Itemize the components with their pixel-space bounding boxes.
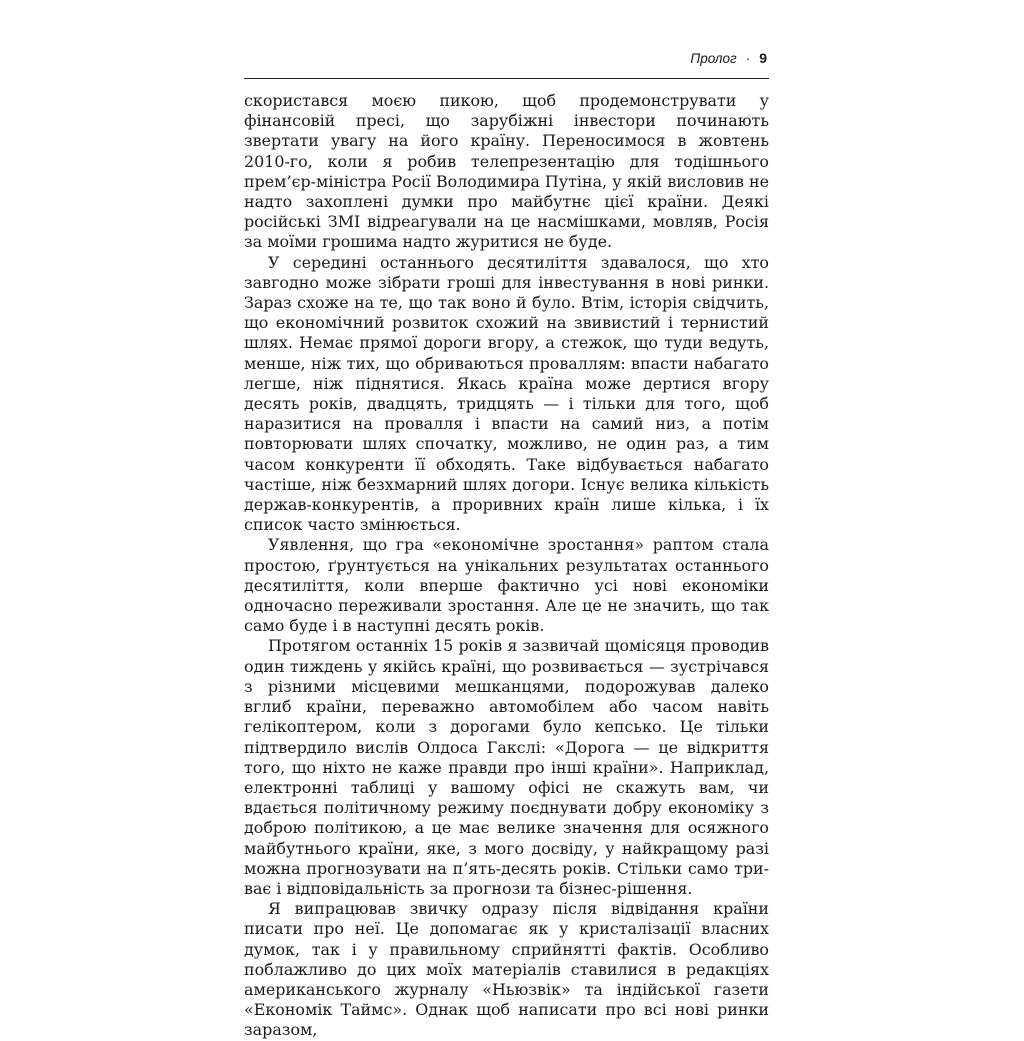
header-rule: [244, 78, 769, 79]
book-page: [244, 50, 769, 1041]
page-number: 9: [759, 50, 767, 66]
paragraph: Протягом останніх 15 років я зазвичай щомісяця проводив один тиждень у якійсь країні, що розвивається — зустрічався з різними місцевими мешканцями, подорожував далеко вглиб країни, переважно автомобілем або часом навіть гелікоптером, коли з дорогами було кепсько. Це тільки підтвердило вислів Олдоса Гакслі: «Дорога — це відкриття того, що ніхто не каже правди про інші країни». Наприклад, електронні таблиці у вашому офісі не скажуть вам, чи вдається політичному режиму поєднувати добру економіку з доброю політикою, а це має велике значення для осяжного майбутнього країни, яке, з мого досвіду, у найкращому разі можна прогнозувати на п’ять-десять років. Стільки само триває і відповідальність за прогнози та бізнес-рішення.: [244, 636, 769, 898]
paragraph: У середині останнього десятиліття здавалося, що хто завгодно може зібрати гроші для інвестування в нові ринки. Зараз схоже на те, що так воно й було. Втім, історія свідчить, що економічний розвиток схожий на звивистий і тернистий шлях. Немає прямої дороги вгору, а стежок, що туди ведуть, менше, ніж тих, що обриваються проваллям: впасти набагато легше, ніж піднятися. Якась країна може дертися вгору десять років, двадцять, тридцять — і тільки для того, щоб наразитися на провалля і впасти на самий низ, а потім повторювати шлях спочатку, можливо, не один раз, а тим часом конкуренти її обходять. Таке відбувається набагато частіше, ніж безхмарний шлях догори. Існує велика кількість держав-конкурентів, а проривних країн лише кілька, і їх список часто змінюється.: [244, 252, 769, 535]
paragraph: Я випрацював звичку одразу після відвідання країни писати про неї. Це допомагає як у кристалізації власних думок, так і у правильному сприйнятті фактів. Особливо поблажливо до цих моїх матеріалів ставилися в редакціях американського журналу «Ньюзвік» та індійської газети «Економік Таймс». Однак щоб написати про всі нові ринки заразом,: [244, 899, 769, 1040]
body-text: [244, 91, 769, 1041]
section-title: Пролог: [690, 51, 737, 66]
paragraph: Уявлення, що гра «економічне зростання» раптом стала простою, ґрунтується на унікальних результатах останнього десятиліття, коли вперше фактично усі нові економіки одночасно переживали зростання. Але це не значить, що так само буде і в наступні десять років.: [244, 535, 769, 636]
header-separator: ·: [745, 51, 751, 66]
running-header: [244, 50, 769, 74]
paragraph: скористався моєю пикою, щоб продемонструвати у фінансовій пресі, що зарубіжні інвестори починають звертати увагу на його країну. Переносимося в жовтень 2010-го, коли я робив телепрезентацію для тодішнього прем’єр-міністра Росії Володимира Путіна, у якій висловив не надто захоплені думки про майбутнє цієї країни. Деякі російські ЗМІ відреагували на це насмішками, мовляв, Росія за моїми грошима надто журитися не буде.: [244, 91, 769, 252]
